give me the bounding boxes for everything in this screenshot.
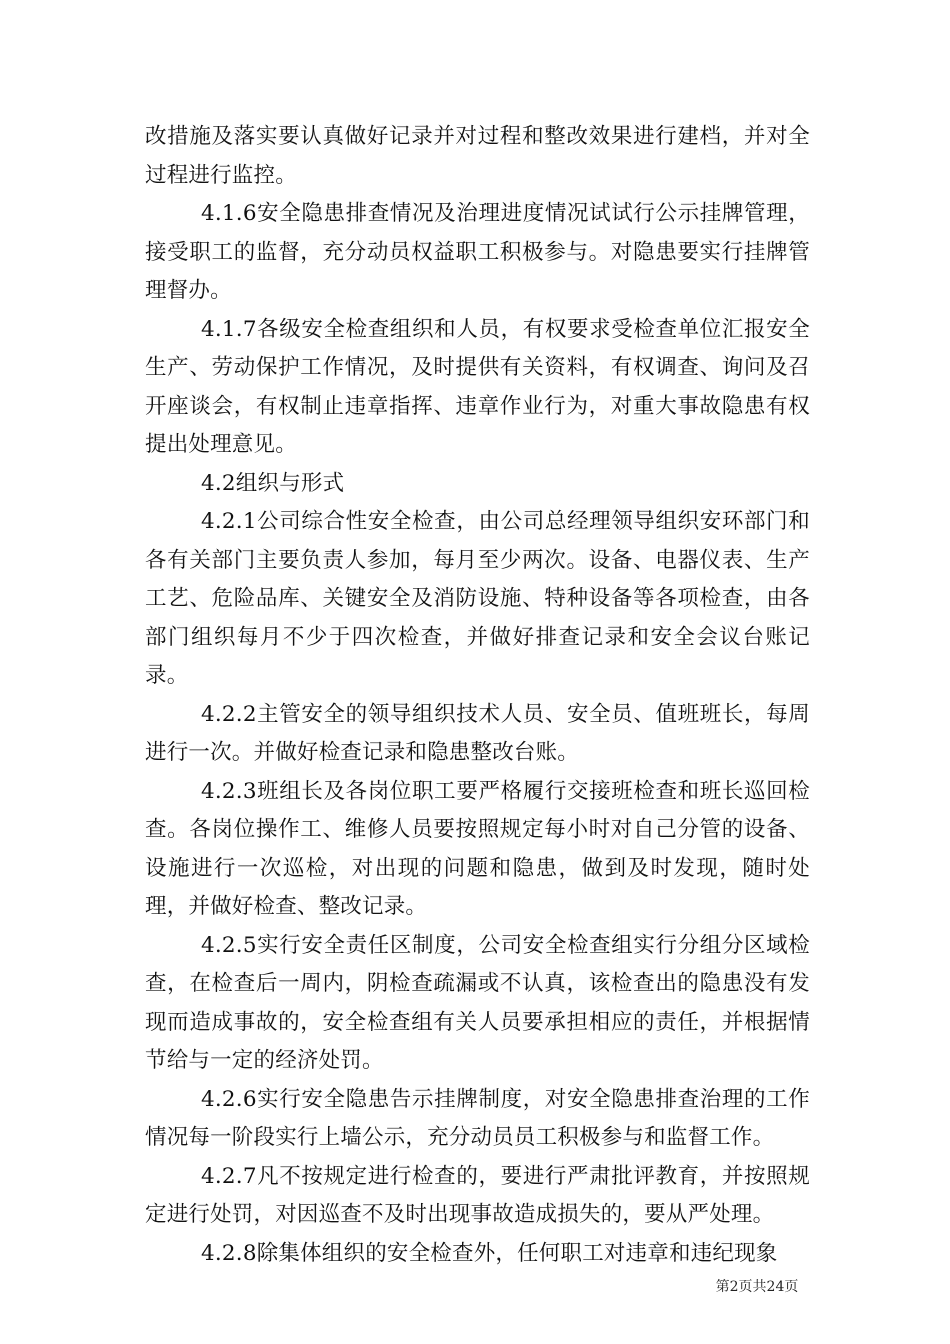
paragraph: 4.2.6实行安全隐患告示挂牌制度，对安全隐患排查治理的工作情况每一阶段实行上墙公示，充分动员员工积极参与和监督工作。 [145, 1086, 810, 1150]
document-body [145, 118, 810, 1273]
paragraph: 4.2.3班组长及各岗位职工要严格履行交接班检查和班长巡回检查。各岗位操作工、维修人员要按照规定每小时对自己分管的设备、设施进行一次巡检，对出现的问题和隐患，做到及时发现，随时处理，并做好检查、整改记录。 [145, 778, 810, 919]
paragraph: 4.2.5实行安全责任区制度，公司安全检查组实行分组分区域检查，在检查后一周内，阴检查疏漏或不认真，该检查出的隐患没有发现而造成事故的，安全检查组有关人员要承担相应的责任，并根据情节给与一定的经济处罚。 [145, 932, 810, 1073]
paragraph: 4.2.7凡不按规定进行检查的，要进行严肃批评教育，并按照规定进行处罚，对因巡查不及时出现事故造成损失的，要从严处理。 [145, 1163, 810, 1227]
paragraph: 4.2.8除集体组织的安全检查外，任何职工对违章和违纪现象 [201, 1240, 778, 1266]
paragraph: 改措施及落实要认真做好记录并对过程和整改效果进行建档，并对全过程进行监控。 [145, 124, 810, 188]
paragraph: 4.2.1公司综合性安全检查，由公司总经理领导组织安环部门和各有关部门主要负责人参加，每月至少两次。设备、电器仪表、生产工艺、危险品库、关键安全及消防设施、特种设备等各项检查，由各部门组织每月不少于四次检查，并做好排查记录和安全会议台账记录。 [145, 509, 810, 688]
paragraph: 4.1.6安全隐患排查情况及治理进度情况试试行公示挂牌管理，接受职工的监督，充分动员权益职工积极参与。对隐患要实行挂牌管理督办。 [145, 201, 810, 303]
page-footer [0, 1277, 950, 1297]
paragraph: 4.2.2主管安全的领导组织技术人员、安全员、值班班长，每周进行一次。并做好检查记录和隐患整改台账。 [145, 701, 810, 765]
section-heading: 4.2组织与形式 [201, 470, 345, 496]
page-number: 第2页共24页 [715, 1279, 799, 1295]
paragraph: 4.1.7各级安全检查组织和人员，有权要求受检查单位汇报安全生产、劳动保护工作情况，及时提供有关资料，有权调查、询问及召开座谈会，有权制止违章指挥、违章作业行为，对重大事故隐患有权提出处理意见。 [145, 316, 810, 457]
